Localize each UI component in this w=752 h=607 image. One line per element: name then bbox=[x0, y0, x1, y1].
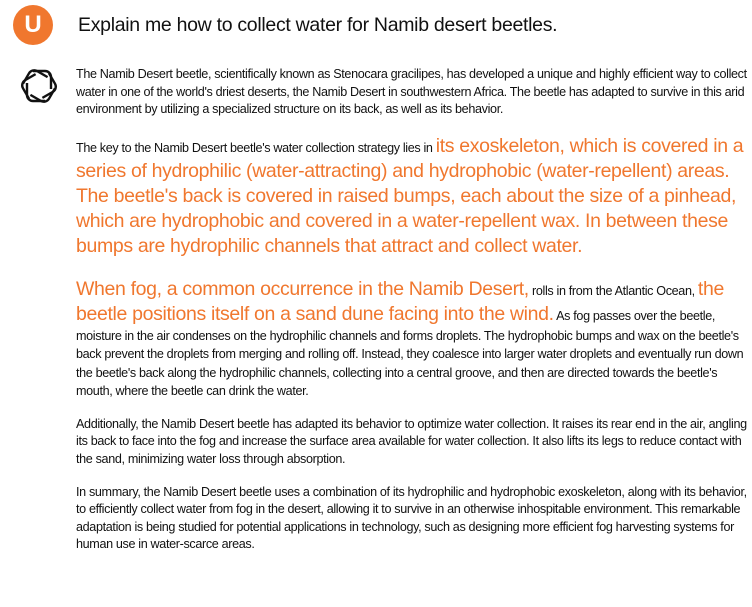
answer-paragraph-1: The Namib Desert beetle, scientifically known as Stenocara gracilipes, has developed a unique and highly efficient way to collect water in one of the world's driest deserts, the Namib Desert in southwestern Africa. The beetle has adapted to survive in this arid environment by utilizing a specialized structure on its back, as well as its behavior. bbox=[76, 67, 747, 117]
p3-highlight-2: the beetle positions itself on a sand dune facing into the wind. bbox=[76, 277, 724, 325]
assistant-message bbox=[76, 66, 750, 569]
p2-intro: The key to the Namib Desert beetle's water collection strategy lies in bbox=[76, 140, 436, 155]
p3-rest: As fog passes over the beetle, moisture in the air condenses on the hydrophilic channels and forms droplets. The hydrophobic bumps and wax on the beetle's back prevent the droplets from merging and rolling off. Instead, they coalesce into larger water droplets and eventually run down the beetle's back along the hydrophilic channels, collecting into a central groove, and then are directed towards the beetle's mouth, where the beetle can drink the water. bbox=[76, 308, 744, 399]
openai-logo-icon bbox=[17, 64, 61, 108]
user-message bbox=[13, 5, 557, 45]
user-avatar bbox=[13, 5, 53, 45]
p3-mid: rolls in from the Atlantic Ocean, bbox=[528, 283, 698, 298]
p2-highlight: its exoskeleton, which is covered in a series of hydrophilic (water-attracting) and hydrophobic (water-repellent) areas. The beetle's back is covered in raised bumps, each about the size of a pinhead, which are hydrophobic and covered in a water-repellent wax. In between these bumps are hydrophilic channels that attract and collect water. bbox=[76, 134, 744, 257]
answer-paragraph-2 bbox=[76, 134, 750, 259]
p3-highlight-1: When fog, a common occurrence in the Namib Desert, bbox=[76, 277, 529, 300]
user-question: Explain me how to collect water for Namib desert beetles. bbox=[78, 13, 558, 36]
answer-paragraph-4: Additionally, the Namib Desert beetle has adapted its behavior to optimize water collection. It raises its rear end in the air, angling its back to face into the fog and increase the surface area available for water collection. It also lifts its legs to reduce contact with the sand, minimizing water loss through absorption. bbox=[76, 416, 747, 466]
answer-paragraph-5: In summary, the Namib Desert beetle uses a combination of its hydrophilic and hydrophobic exoskeleton, along with its behavior, to efficiently collect water from fog in the desert, allowing it to survive in an otherwise inhospitable environment. This remarkable adaptation is being studied for potential applications in technology, such as designing more efficient fog harvesting systems for human use in water-scarce areas. bbox=[76, 484, 747, 552]
answer-paragraph-3 bbox=[76, 277, 750, 401]
avatar-letter: U bbox=[24, 11, 42, 38]
